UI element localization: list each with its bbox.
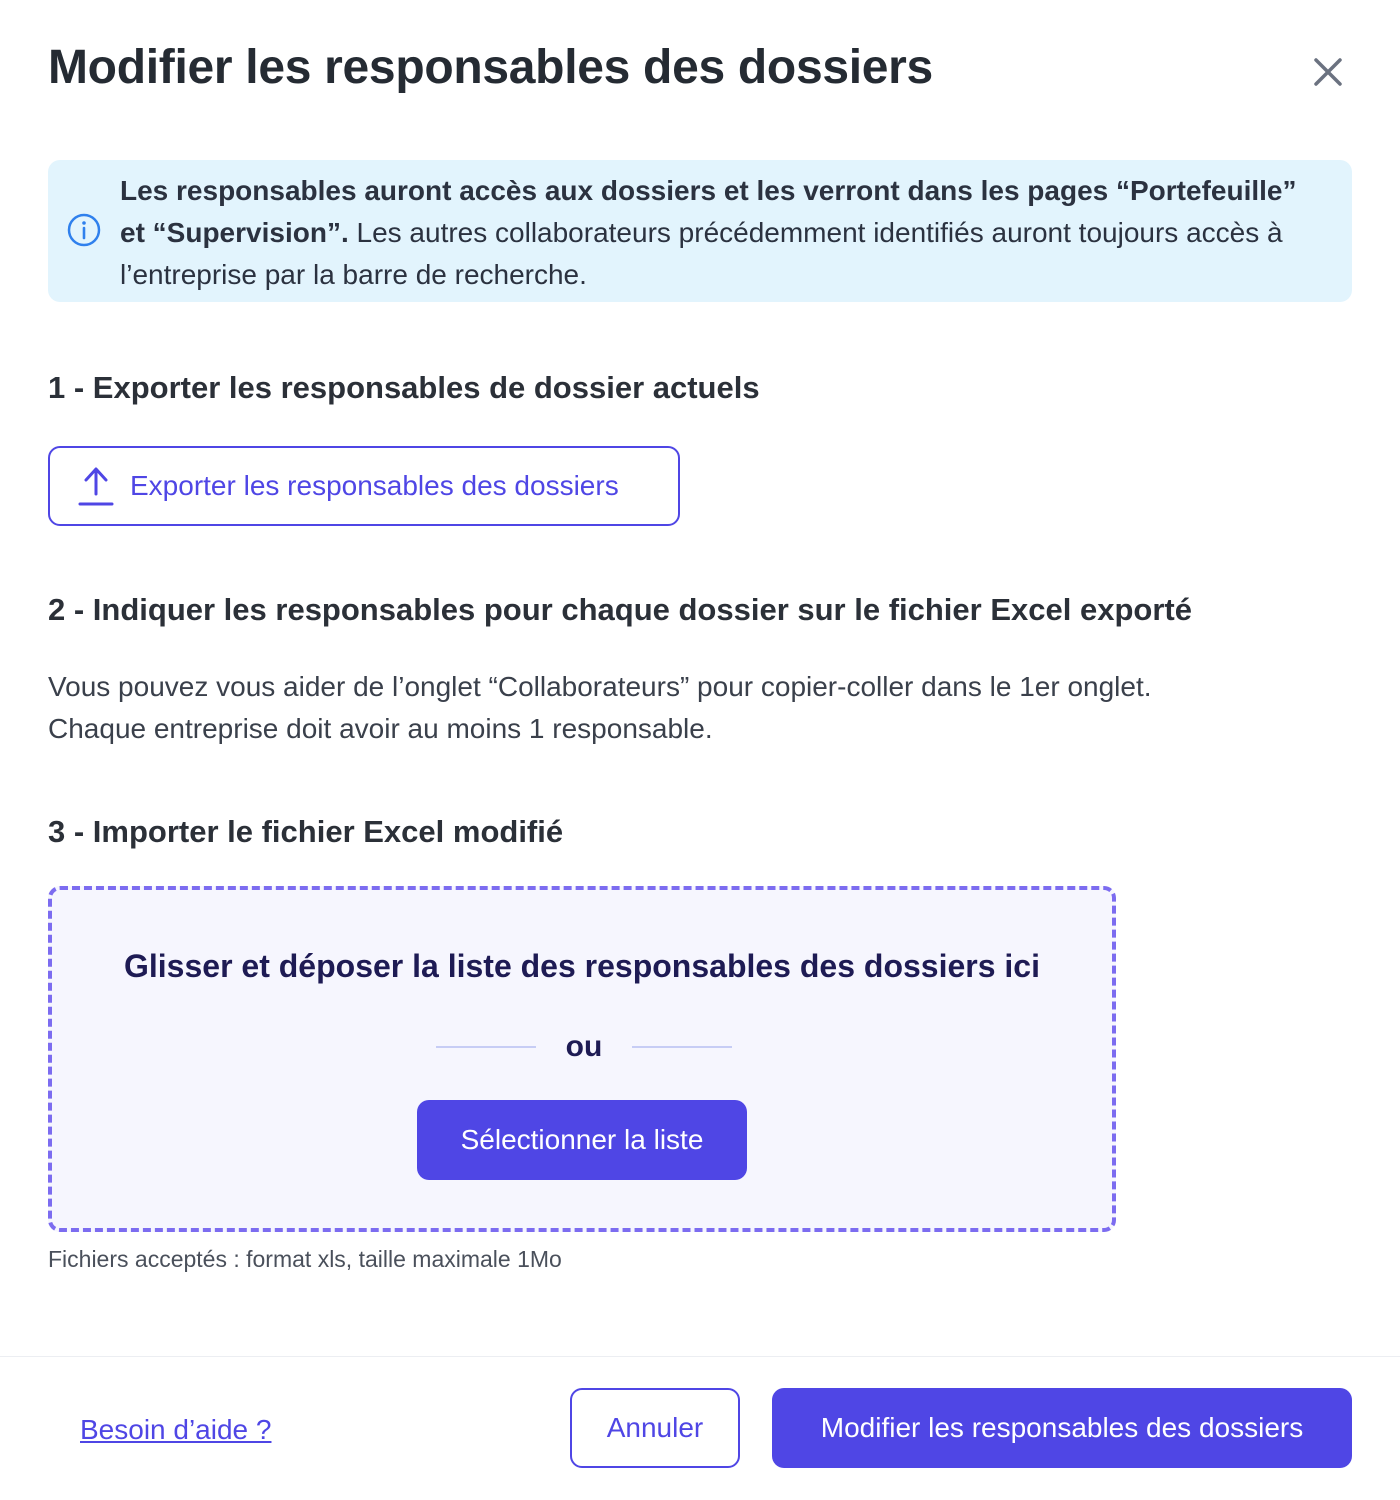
step3-title: 3 - Importer le fichier Excel modifié	[48, 814, 564, 849]
export-button[interactable]	[48, 446, 680, 526]
step1-title: 1 - Exporter les responsables de dossier actuels	[48, 370, 760, 405]
info-icon	[66, 212, 102, 248]
separator-line-right	[632, 1046, 732, 1048]
cancel-button[interactable]: Annuler	[570, 1388, 740, 1468]
submit-button[interactable]: Modifier les responsables des dossiers	[772, 1388, 1352, 1468]
info-bold-text: Les responsables auront accès aux dossiers et les verront dans les pages “Portefeuille” et “Supervision”.	[120, 175, 1297, 248]
dropzone-title: Glisser et déposer la liste des responsables des dossiers ici	[124, 948, 1040, 984]
step2-title: 2 - Indiquer les responsables pour chaque dossier sur le fichier Excel exporté	[48, 592, 1192, 627]
upload-icon	[78, 464, 114, 508]
step2-line1: Vous pouvez vous aider de l’onglet “Collaborateurs” pour copier-coller dans le 1er onglet.	[48, 671, 1152, 702]
close-button[interactable]	[1304, 48, 1352, 96]
step2-line2: Chaque entreprise doit avoir au moins 1 responsable.	[48, 713, 713, 744]
close-icon	[1312, 56, 1344, 88]
file-dropzone[interactable]	[48, 886, 1116, 1232]
accepted-files-hint: Fichiers acceptés : format xls, taille maximale 1Mo	[48, 1246, 562, 1272]
export-button-label: Exporter les responsables des dossiers	[130, 470, 619, 501]
info-banner	[48, 160, 1352, 302]
modal-title: Modifier les responsables des dossiers	[48, 41, 933, 94]
step2-description	[48, 666, 1152, 750]
select-file-button[interactable]: Sélectionner la liste	[417, 1100, 747, 1180]
or-label: ou	[565, 1030, 603, 1063]
info-normal-text: Les autres collaborateurs précédemment identifiés auront toujours accès à l’entreprise par la barre de recherche.	[120, 217, 1283, 290]
or-separator	[436, 1030, 732, 1070]
footer-divider	[0, 1356, 1400, 1357]
info-text	[120, 170, 1328, 296]
help-link[interactable]: Besoin d’aide ?	[80, 1414, 272, 1445]
